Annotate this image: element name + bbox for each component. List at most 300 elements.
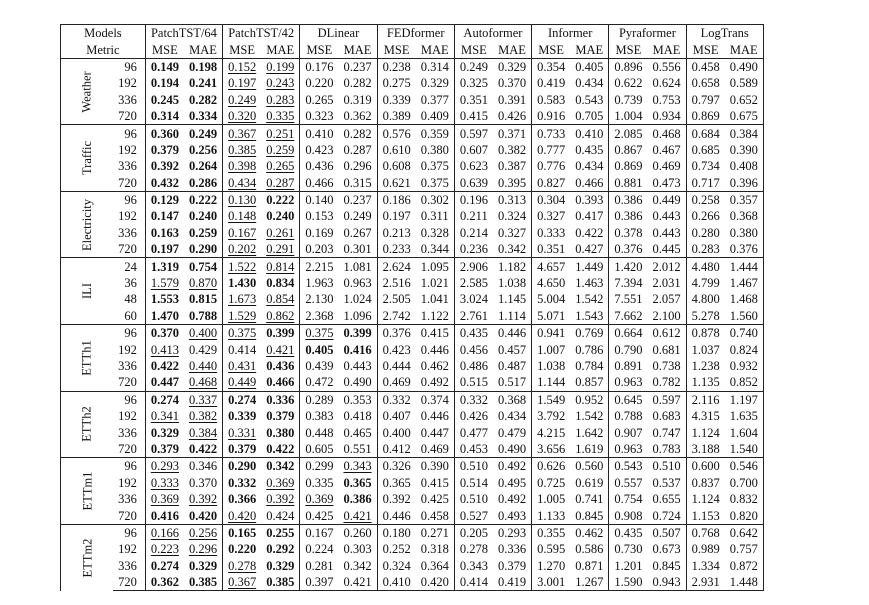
value-cell: 0.423 — [305, 142, 334, 157]
value-cell: 1.540 — [725, 441, 764, 458]
value-cell: 0.304 — [532, 191, 571, 208]
horizon-cell: 96 — [113, 191, 145, 208]
value-cell: 0.434 — [570, 158, 609, 174]
value-cell: 0.854 — [261, 291, 300, 307]
value-cell: 1.604 — [725, 424, 764, 440]
value-cell: 0.197 — [382, 209, 411, 224]
metric-header: MSE — [377, 41, 416, 58]
value-cell: 2.057 — [647, 291, 686, 307]
value-cell: 0.619 — [570, 475, 609, 491]
dataset-name: Electricity — [80, 198, 95, 251]
value-cell: 1.114 — [493, 308, 532, 325]
value-cell: 0.436 — [261, 358, 300, 374]
value-cell: 0.462 — [416, 358, 455, 374]
dataset-label — [61, 325, 114, 392]
value-cell: 0.469 — [647, 158, 686, 174]
value-cell: 0.730 — [614, 542, 643, 557]
value-cell: 0.418 — [338, 408, 377, 424]
table-row — [61, 441, 764, 458]
value-cell: 0.419 — [493, 574, 532, 591]
value-cell: 0.443 — [647, 208, 686, 224]
value-cell: 0.495 — [493, 475, 532, 491]
value-cell: 0.414 — [454, 574, 493, 591]
dataset-name: ETTm2 — [80, 538, 95, 578]
value-cell: 0.392 — [184, 491, 223, 507]
value-cell: 0.537 — [647, 475, 686, 491]
value-cell: 0.546 — [725, 458, 764, 475]
value-cell: 0.608 — [382, 159, 411, 174]
value-cell: 0.486 — [459, 359, 488, 373]
table-row — [61, 241, 764, 258]
value-cell: 0.211 — [460, 209, 488, 224]
value-cell: 0.434 — [570, 75, 609, 91]
value-cell: 0.514 — [459, 475, 488, 490]
horizon-cell: 192 — [113, 142, 145, 158]
value-cell: 0.376 — [377, 325, 416, 342]
horizon-cell: 336 — [113, 424, 145, 440]
value-cell: 0.837 — [691, 475, 720, 490]
value-cell: 3.792 — [537, 409, 566, 424]
value-cell: 0.236 — [459, 242, 488, 257]
value-cell: 0.446 — [382, 508, 411, 523]
value-cell: 0.256 — [184, 524, 223, 541]
header-row-metrics — [61, 41, 764, 58]
value-cell: 0.367 — [223, 574, 262, 591]
value-cell: 0.293 — [145, 458, 184, 475]
value-cell: 1.135 — [691, 375, 720, 390]
value-cell: 0.543 — [570, 92, 609, 108]
value-cell: 0.827 — [537, 175, 566, 190]
value-cell: 0.282 — [338, 75, 377, 91]
value-cell: 0.205 — [454, 524, 493, 541]
value-cell: 0.595 — [537, 542, 566, 557]
value-cell: 0.410 — [570, 125, 609, 142]
value-cell: 0.313 — [493, 191, 532, 208]
table-row — [61, 191, 764, 208]
value-cell: 1.635 — [725, 408, 764, 424]
value-cell: 0.315 — [338, 175, 377, 192]
value-cell: 0.427 — [570, 241, 609, 258]
value-cell: 2.931 — [686, 574, 725, 591]
value-cell: 0.963 — [338, 275, 377, 291]
value-cell: 0.447 — [150, 375, 179, 390]
value-cell: 0.249 — [228, 92, 257, 107]
model-header: Pyraformer — [609, 25, 686, 42]
value-cell: 0.423 — [382, 342, 411, 357]
value-cell: 0.303 — [338, 541, 377, 557]
value-cell: 0.163 — [150, 225, 179, 240]
value-cell: 0.274 — [145, 391, 184, 408]
value-cell: 1.590 — [609, 574, 648, 591]
value-cell: 0.769 — [570, 325, 609, 342]
value-cell: 0.148 — [228, 209, 257, 224]
value-cell: 0.412 — [382, 441, 411, 456]
value-cell: 0.420 — [228, 508, 257, 523]
value-cell: 1.038 — [493, 275, 532, 291]
value-cell: 0.878 — [686, 325, 725, 342]
value-cell: 3.024 — [459, 292, 488, 307]
model-header: FEDformer — [377, 25, 454, 42]
value-cell: 0.733 — [532, 125, 571, 142]
value-cell: 0.385 — [184, 574, 223, 591]
value-cell: 2.368 — [305, 308, 334, 323]
value-cell: 0.283 — [691, 242, 720, 257]
value-cell: 0.443 — [338, 358, 377, 374]
table-row — [61, 125, 764, 142]
value-cell: 0.790 — [614, 342, 643, 357]
value-cell: 0.238 — [377, 58, 416, 75]
value-cell: 0.448 — [305, 425, 334, 440]
value-cell: 1.467 — [725, 275, 764, 291]
value-cell: 0.788 — [614, 409, 643, 424]
value-cell: 2.012 — [647, 258, 686, 275]
value-cell: 0.380 — [725, 225, 764, 241]
value-cell: 0.852 — [725, 374, 764, 391]
dataset-name: Traffic — [80, 141, 95, 176]
value-cell: 0.510 — [459, 492, 488, 507]
value-cell: 0.379 — [228, 441, 257, 456]
value-cell: 0.517 — [493, 374, 532, 391]
value-cell: 0.353 — [338, 391, 377, 408]
value-cell: 0.422 — [150, 359, 179, 373]
dataset-label — [61, 524, 114, 591]
value-cell: 3.001 — [532, 574, 571, 591]
value-cell: 1.144 — [537, 375, 566, 390]
value-cell: 0.296 — [184, 541, 223, 557]
value-cell: 0.389 — [382, 109, 411, 124]
value-cell: 0.376 — [725, 241, 764, 258]
value-cell: 0.399 — [338, 325, 377, 342]
value-cell: 2.585 — [459, 276, 488, 291]
model-header: PatchTST/42 — [223, 25, 300, 42]
value-cell: 0.375 — [223, 325, 262, 342]
value-cell: 0.377 — [416, 92, 455, 108]
value-cell: 0.240 — [184, 208, 223, 224]
value-cell: 0.405 — [570, 58, 609, 75]
value-cell: 0.510 — [454, 458, 493, 475]
value-cell: 0.626 — [532, 458, 571, 475]
value-cell: 2.130 — [305, 292, 334, 307]
value-cell: 0.265 — [261, 158, 300, 174]
value-cell: 0.260 — [338, 524, 377, 541]
table-row — [61, 374, 764, 391]
value-cell: 1.529 — [228, 308, 257, 323]
value-cell: 0.299 — [300, 458, 339, 475]
value-cell: 0.739 — [614, 92, 643, 107]
value-cell: 0.396 — [725, 175, 764, 192]
value-cell: 5.071 — [537, 308, 566, 323]
value-cell: 0.287 — [338, 142, 377, 158]
table-row — [61, 574, 764, 591]
horizon-cell: 24 — [113, 258, 145, 275]
horizon-cell: 36 — [113, 275, 145, 291]
model-header: Informer — [532, 25, 609, 42]
value-cell: 0.214 — [459, 225, 488, 240]
value-cell: 0.342 — [493, 241, 532, 258]
value-cell: 0.815 — [184, 291, 223, 307]
value-cell: 2.624 — [377, 258, 416, 275]
value-cell: 0.952 — [570, 391, 609, 408]
value-cell: 1.145 — [493, 291, 532, 307]
value-cell: 0.600 — [686, 458, 725, 475]
results-table-container — [60, 24, 764, 591]
value-cell: 0.583 — [537, 92, 566, 107]
value-cell: 0.754 — [184, 258, 223, 275]
value-cell: 0.622 — [614, 76, 643, 91]
value-cell: 0.364 — [416, 558, 455, 574]
value-cell: 0.407 — [382, 409, 411, 424]
horizon-cell: 336 — [113, 225, 145, 241]
metric-header: MAE — [416, 41, 455, 58]
value-cell: 0.788 — [184, 308, 223, 325]
value-cell: 0.872 — [725, 558, 764, 574]
value-cell: 0.705 — [570, 108, 609, 125]
value-cell: 0.963 — [614, 375, 643, 390]
value-cell: 0.424 — [261, 507, 300, 524]
value-cell: 0.354 — [532, 58, 571, 75]
value-cell: 0.410 — [377, 574, 416, 591]
value-cell: 0.422 — [184, 441, 223, 458]
value-cell: 0.652 — [725, 92, 764, 108]
value-cell: 0.165 — [223, 524, 262, 541]
value-cell: 1.096 — [338, 308, 377, 325]
value-cell: 0.382 — [493, 142, 532, 158]
value-cell: 0.468 — [184, 374, 223, 391]
value-cell: 0.245 — [150, 92, 179, 107]
value-cell: 0.834 — [261, 275, 300, 291]
value-cell: 0.355 — [532, 524, 571, 541]
value-cell: 0.490 — [725, 58, 764, 75]
value-cell: 0.784 — [570, 358, 609, 374]
value-cell: 0.365 — [338, 475, 377, 491]
value-cell: 0.610 — [382, 142, 411, 157]
value-cell: 0.360 — [145, 125, 184, 142]
value-cell: 0.446 — [416, 341, 455, 357]
value-cell: 0.129 — [145, 191, 184, 208]
header-row-models — [61, 25, 764, 42]
metric-header: MAE — [338, 41, 377, 58]
value-cell: 0.989 — [691, 542, 720, 557]
value-cell: 0.869 — [691, 109, 720, 124]
value-cell: 0.368 — [725, 208, 764, 224]
horizon-cell: 336 — [113, 158, 145, 174]
value-cell: 2.116 — [686, 391, 725, 408]
value-cell: 0.429 — [184, 341, 223, 357]
value-cell: 0.420 — [416, 574, 455, 591]
value-cell: 1.007 — [537, 342, 566, 357]
metric-header: MSE — [300, 41, 339, 58]
value-cell: 0.425 — [305, 508, 334, 523]
horizon-cell: 96 — [113, 125, 145, 142]
value-cell: 0.194 — [150, 76, 179, 91]
metric-header: MSE — [686, 41, 725, 58]
value-cell: 0.425 — [416, 491, 455, 507]
value-cell: 0.152 — [223, 58, 262, 75]
value-cell: 0.374 — [416, 391, 455, 408]
value-cell: 0.281 — [305, 558, 334, 573]
value-cell: 0.362 — [338, 108, 377, 125]
value-cell: 0.327 — [537, 209, 566, 224]
value-cell: 2.505 — [382, 292, 411, 307]
value-cell: 0.782 — [647, 374, 686, 391]
value-cell: 0.891 — [614, 359, 643, 373]
value-cell: 0.275 — [382, 76, 411, 91]
value-cell: 2.100 — [647, 308, 686, 325]
value-cell: 0.466 — [261, 374, 300, 391]
table-row — [61, 424, 764, 440]
value-cell: 0.612 — [647, 325, 686, 342]
value-cell: 0.862 — [261, 308, 300, 325]
value-cell: 0.202 — [228, 242, 257, 257]
value-cell: 0.832 — [725, 491, 764, 507]
value-cell: 0.196 — [454, 191, 493, 208]
value-cell: 0.371 — [493, 125, 532, 142]
value-cell: 0.290 — [223, 458, 262, 475]
value-cell: 0.237 — [338, 58, 377, 75]
horizon-cell: 336 — [113, 558, 145, 574]
value-cell: 0.443 — [647, 225, 686, 241]
value-cell: 0.220 — [305, 76, 334, 91]
value-cell: 0.624 — [647, 75, 686, 91]
value-cell: 0.331 — [228, 425, 257, 440]
value-cell: 0.422 — [261, 441, 300, 458]
horizon-cell: 96 — [113, 58, 145, 75]
value-cell: 0.456 — [459, 342, 488, 357]
table-row — [61, 341, 764, 357]
value-cell: 0.469 — [416, 441, 455, 458]
value-cell: 0.724 — [647, 507, 686, 524]
value-cell: 0.375 — [300, 325, 339, 342]
value-cell: 0.405 — [305, 342, 334, 357]
value-cell: 0.386 — [609, 191, 648, 208]
value-cell: 0.344 — [416, 241, 455, 258]
value-cell: 0.252 — [382, 542, 411, 557]
value-cell: 0.255 — [261, 524, 300, 541]
value-cell: 0.664 — [609, 325, 648, 342]
value-cell: 0.147 — [150, 209, 179, 224]
value-cell: 1.004 — [614, 109, 643, 124]
value-cell: 0.510 — [647, 458, 686, 475]
value-cell: 4.799 — [691, 276, 720, 291]
value-cell: 0.375 — [416, 175, 455, 192]
value-cell: 0.336 — [493, 541, 532, 557]
value-cell: 0.337 — [184, 391, 223, 408]
value-cell: 0.465 — [338, 424, 377, 440]
value-cell: 0.434 — [493, 408, 532, 424]
horizon-cell: 192 — [113, 341, 145, 357]
value-cell: 0.380 — [416, 142, 455, 158]
value-cell: 0.335 — [305, 475, 334, 490]
value-cell: 1.522 — [223, 258, 262, 275]
value-cell: 0.140 — [300, 191, 339, 208]
value-cell: 0.586 — [570, 541, 609, 557]
horizon-cell: 96 — [113, 325, 145, 342]
dataset-label — [61, 58, 114, 125]
metric-header: MSE — [532, 41, 571, 58]
value-cell: 0.492 — [416, 374, 455, 391]
value-cell: 0.311 — [416, 208, 455, 224]
value-cell: 0.258 — [686, 191, 725, 208]
value-cell: 0.339 — [382, 92, 411, 107]
value-cell: 2.742 — [382, 308, 411, 323]
value-cell: 1.153 — [691, 508, 720, 523]
value-cell: 0.458 — [686, 58, 725, 75]
value-cell: 0.324 — [493, 208, 532, 224]
value-cell: 0.515 — [459, 375, 488, 390]
value-cell: 1.197 — [725, 391, 764, 408]
value-cell: 0.249 — [184, 125, 223, 142]
table-row — [61, 75, 764, 91]
value-cell: 0.881 — [614, 175, 643, 190]
value-cell: 0.319 — [338, 92, 377, 108]
value-cell: 0.440 — [184, 358, 223, 374]
table-row — [61, 308, 764, 325]
value-cell: 0.458 — [416, 507, 455, 524]
value-cell: 1.449 — [570, 258, 609, 275]
table-row — [61, 408, 764, 424]
value-cell: 0.167 — [228, 225, 257, 240]
results-table — [60, 24, 764, 591]
value-cell: 0.336 — [261, 391, 300, 408]
value-cell: 0.286 — [184, 175, 223, 192]
value-cell: 0.487 — [493, 358, 532, 374]
value-cell: 0.527 — [459, 508, 488, 523]
value-cell: 0.167 — [300, 524, 339, 541]
value-cell: 0.797 — [691, 92, 720, 107]
value-cell: 0.685 — [691, 142, 720, 157]
value-cell: 1.963 — [305, 276, 334, 291]
value-cell: 0.560 — [570, 458, 609, 475]
value-cell: 0.492 — [493, 458, 532, 475]
value-cell: 0.343 — [459, 558, 488, 573]
value-cell: 0.871 — [570, 558, 609, 574]
value-cell: 0.543 — [609, 458, 648, 475]
value-cell: 0.658 — [691, 76, 720, 91]
value-cell: 0.287 — [261, 175, 300, 192]
value-cell: 0.415 — [416, 325, 455, 342]
value-cell: 2.215 — [300, 258, 339, 275]
value-cell: 0.290 — [184, 241, 223, 258]
metric-header: MSE — [145, 41, 184, 58]
table-row — [61, 175, 764, 192]
value-cell: 0.399 — [261, 325, 300, 342]
value-cell: 0.436 — [305, 159, 334, 174]
value-cell: 0.365 — [382, 475, 411, 490]
value-cell: 2.516 — [382, 276, 411, 291]
value-cell: 0.415 — [459, 109, 488, 124]
value-cell: 0.409 — [416, 108, 455, 125]
value-cell: 0.176 — [300, 58, 339, 75]
value-cell: 0.469 — [382, 375, 411, 390]
value-cell: 0.453 — [459, 441, 488, 456]
value-cell: 0.462 — [570, 524, 609, 541]
value-cell: 0.329 — [150, 425, 179, 440]
value-cell: 0.400 — [184, 325, 223, 342]
value-cell: 0.274 — [223, 391, 262, 408]
value-cell: 0.916 — [537, 109, 566, 124]
value-cell: 0.473 — [647, 175, 686, 192]
value-cell: 0.289 — [300, 391, 339, 408]
horizon-cell: 192 — [113, 541, 145, 557]
value-cell: 0.166 — [145, 524, 184, 541]
value-cell: 1.542 — [570, 291, 609, 307]
value-cell: 1.182 — [493, 258, 532, 275]
value-cell: 0.351 — [459, 92, 488, 107]
value-cell: 0.444 — [382, 359, 411, 373]
value-cell: 3.656 — [537, 441, 566, 456]
value-cell: 0.186 — [377, 191, 416, 208]
value-cell: 0.375 — [416, 158, 455, 174]
